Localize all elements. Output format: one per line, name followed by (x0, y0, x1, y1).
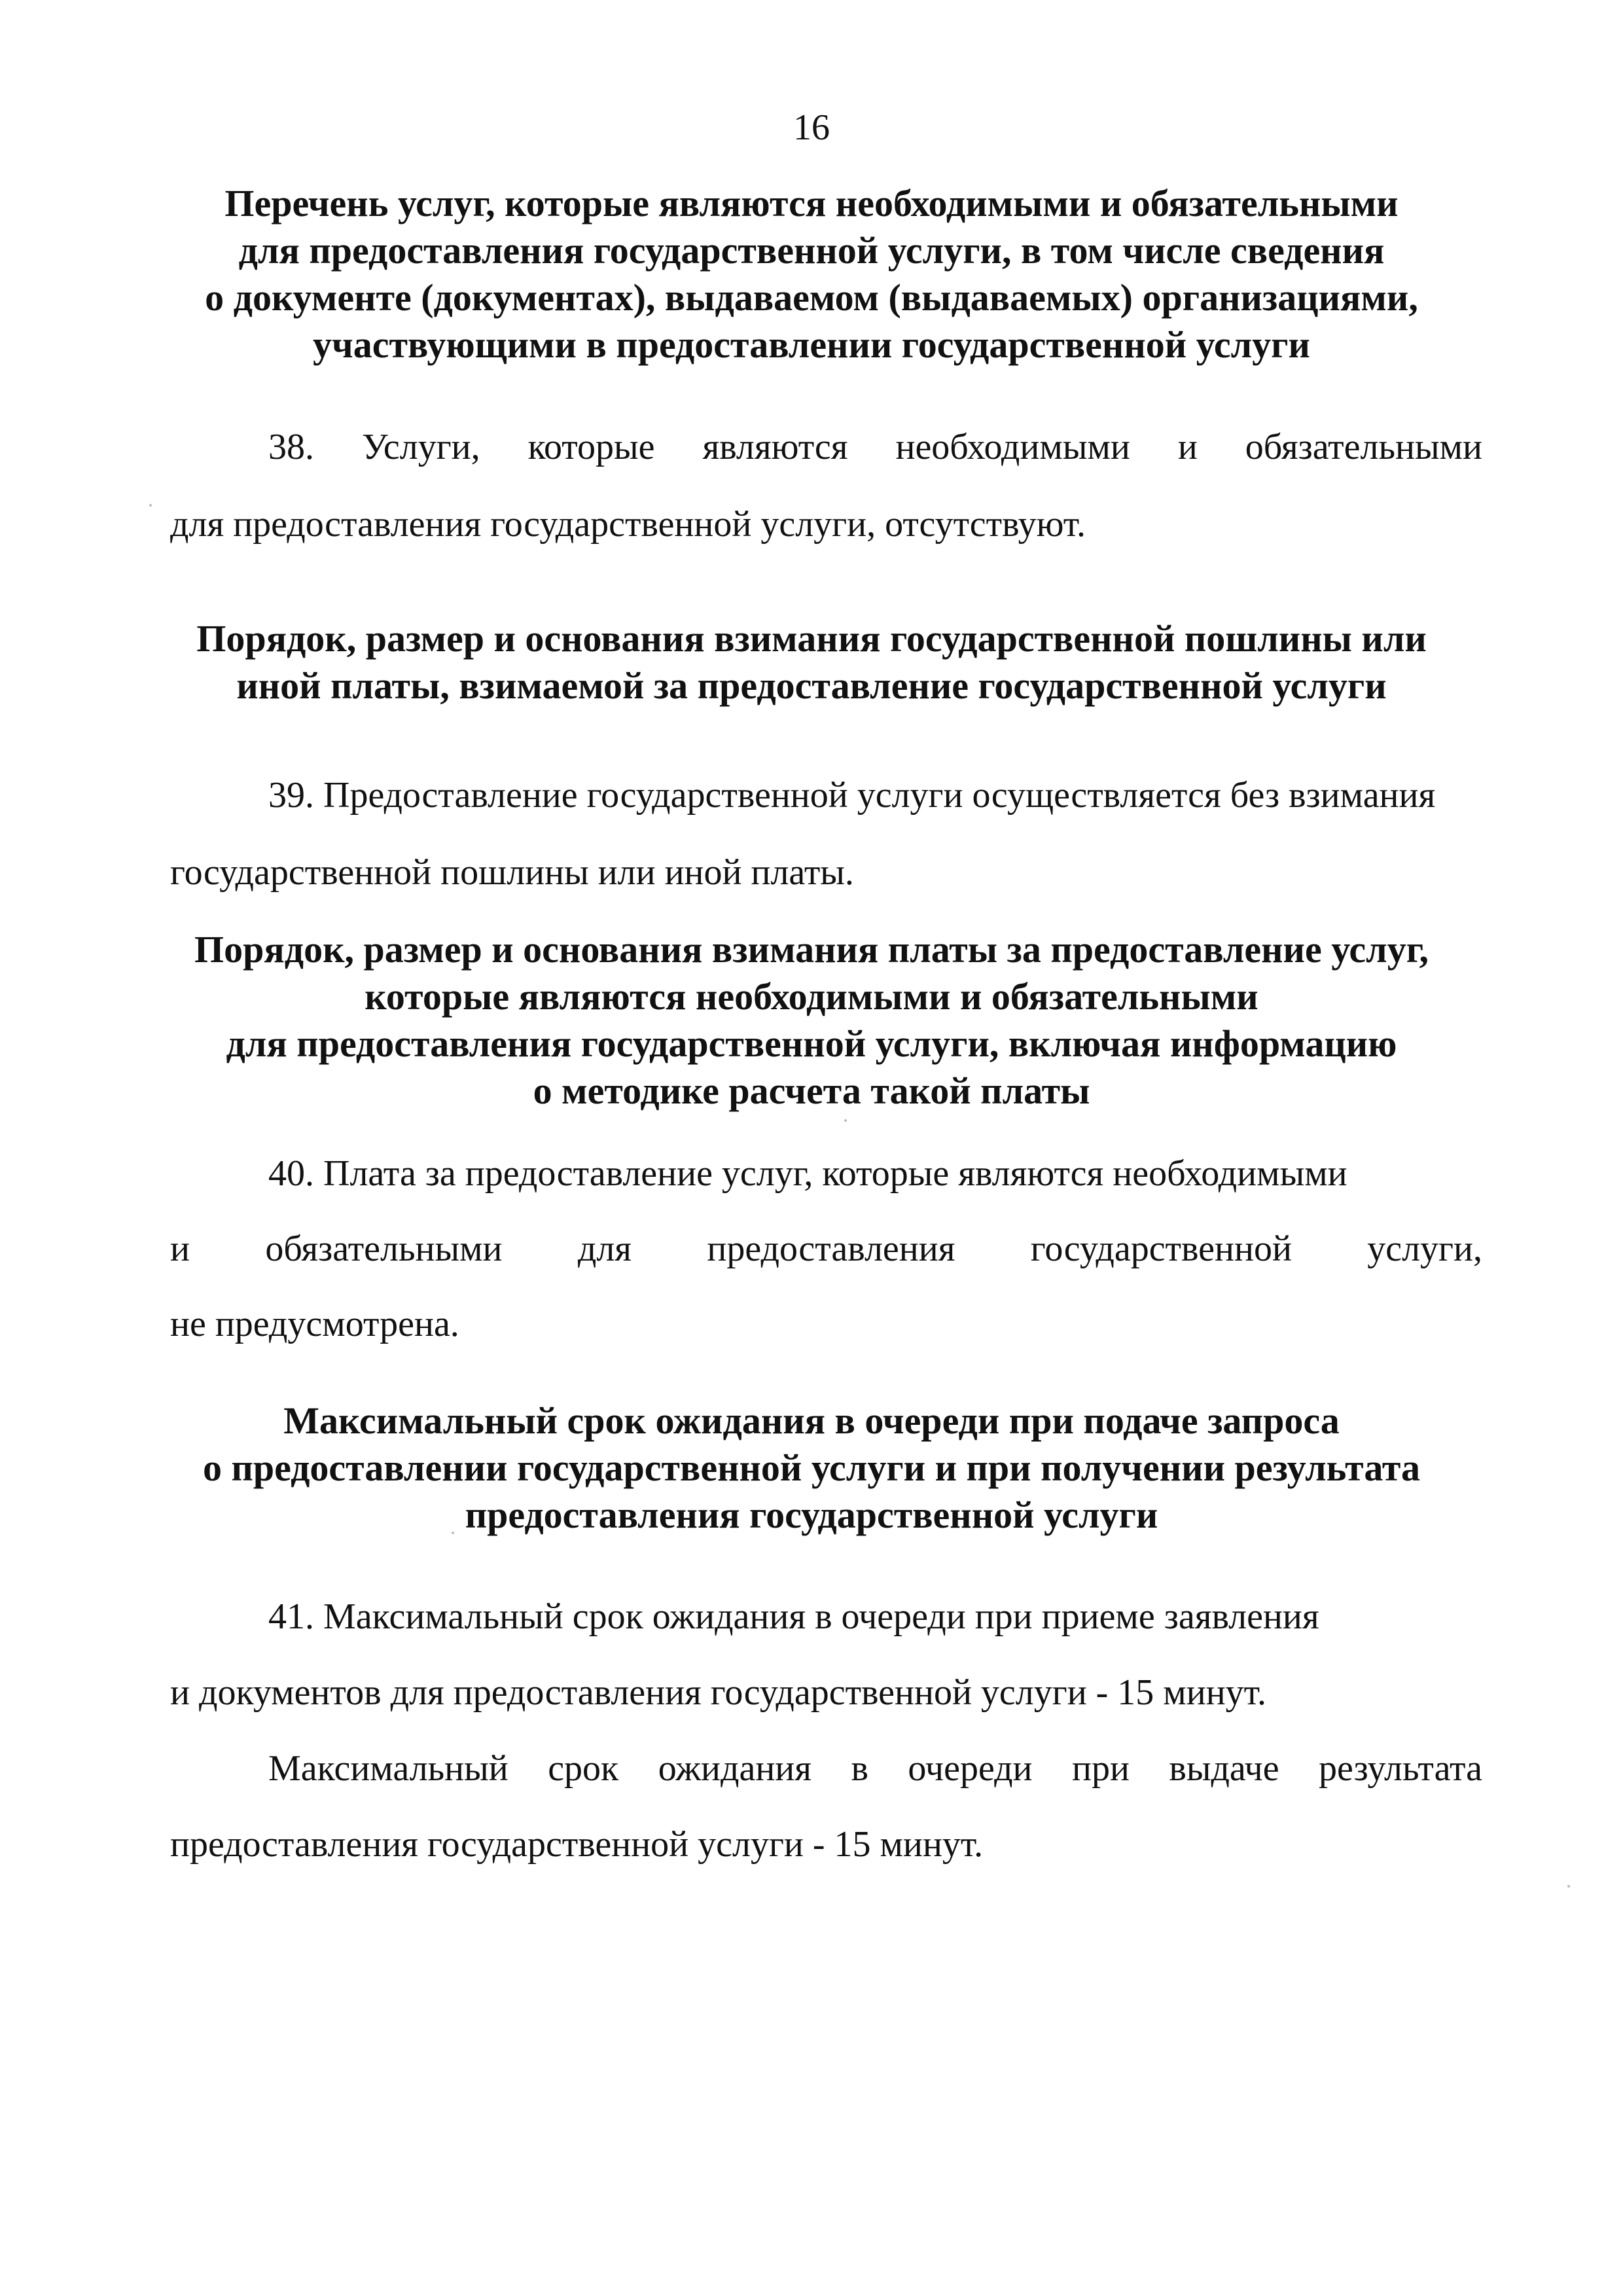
heading-line: которые являются необходимыми и обязательными (365, 975, 1258, 1018)
word: обязательными (1245, 427, 1482, 467)
word: обязательными (265, 1229, 503, 1269)
paragraph-line: предоставления государственной услуги - 15 минут. (170, 1824, 984, 1865)
paragraph-line: государственной пошлины или иной платы. (170, 852, 854, 893)
word: государственной (1030, 1229, 1292, 1269)
paragraph-line: 41. Максимальный срок ожидания в очереди при приеме заявления (268, 1596, 1319, 1637)
heading-line: о методике расчета такой платы (533, 1069, 1090, 1112)
heading-line: для предоставления государственной услуги, в том числе сведения (238, 229, 1385, 272)
section-heading-services-list (170, 180, 1453, 368)
heading-line: о документе (документах), выдаваемом (выдаваемых) организациями, (205, 276, 1418, 319)
heading-line: о предоставлении государственной услуги и при получении результата (202, 1446, 1421, 1489)
word: услуги, (1367, 1229, 1482, 1269)
word: необходимыми (895, 427, 1130, 467)
paragraph-line: для предоставления государственной услуги, отсутствуют. (170, 504, 1086, 545)
scan-speck (844, 1119, 847, 1122)
paragraph-line: и документов для предоставления государственной услуги - 15 минут. (170, 1672, 1266, 1713)
word: 38. (268, 427, 314, 467)
word: предоставления (707, 1229, 955, 1269)
paragraph-line: 39. Предоставление государственной услуги осуществляется без взимания (268, 775, 1436, 816)
paragraph-39 (170, 772, 1482, 895)
justified-line (170, 1226, 1482, 1272)
scan-speck (1567, 1885, 1570, 1888)
heading-line: Перечень услуг, которые являются необходимыми и обязательными (224, 182, 1399, 224)
heading-line: Максимальный срок ожидания в очереди при подаче запроса (283, 1399, 1340, 1442)
word: при (1071, 1748, 1130, 1789)
paragraph-41 (170, 1594, 1482, 1867)
section-heading-fee-procedure (170, 926, 1453, 1115)
word: Максимальный (268, 1748, 508, 1789)
heading-line: Порядок, размер и основания взимания государственной пошлины или (196, 617, 1427, 660)
word: Услуги, (361, 427, 480, 467)
word: очереди (908, 1748, 1033, 1789)
word: являются (702, 427, 848, 467)
word: срок (548, 1748, 619, 1789)
word: которые (527, 427, 655, 467)
word: и (1177, 427, 1198, 467)
paragraph-line: не предусмотрена. (170, 1304, 459, 1344)
justified-line (170, 424, 1482, 470)
scan-speck (149, 504, 152, 507)
justified-line (170, 1746, 1482, 1791)
paragraph-38 (170, 424, 1482, 547)
word: ожидания (658, 1748, 812, 1789)
heading-line: Порядок, размер и основания взимания платы за предоставление услуг, (194, 928, 1429, 971)
word: и (170, 1229, 190, 1269)
page-number: 16 (793, 107, 830, 148)
paragraph-40 (170, 1151, 1482, 1347)
heading-line: иной платы, взимаемой за предоставление государственной услуги (236, 664, 1387, 707)
section-heading-state-duty (170, 615, 1453, 709)
word: для (577, 1229, 632, 1269)
heading-line: для предоставления государственной услуги, включая информацию (226, 1022, 1397, 1065)
heading-line: участвующими в предоставлении государственной услуги (313, 323, 1310, 366)
word: в (851, 1748, 868, 1789)
word: результата (1319, 1748, 1482, 1789)
section-heading-waiting-time (170, 1397, 1453, 1539)
scan-speck (452, 1532, 454, 1534)
word: выдаче (1169, 1748, 1279, 1789)
paragraph-line: 40. Плата за предоставление услуг, которые являются необходимыми (268, 1153, 1347, 1194)
heading-line: предоставления государственной услуги (465, 1494, 1158, 1536)
